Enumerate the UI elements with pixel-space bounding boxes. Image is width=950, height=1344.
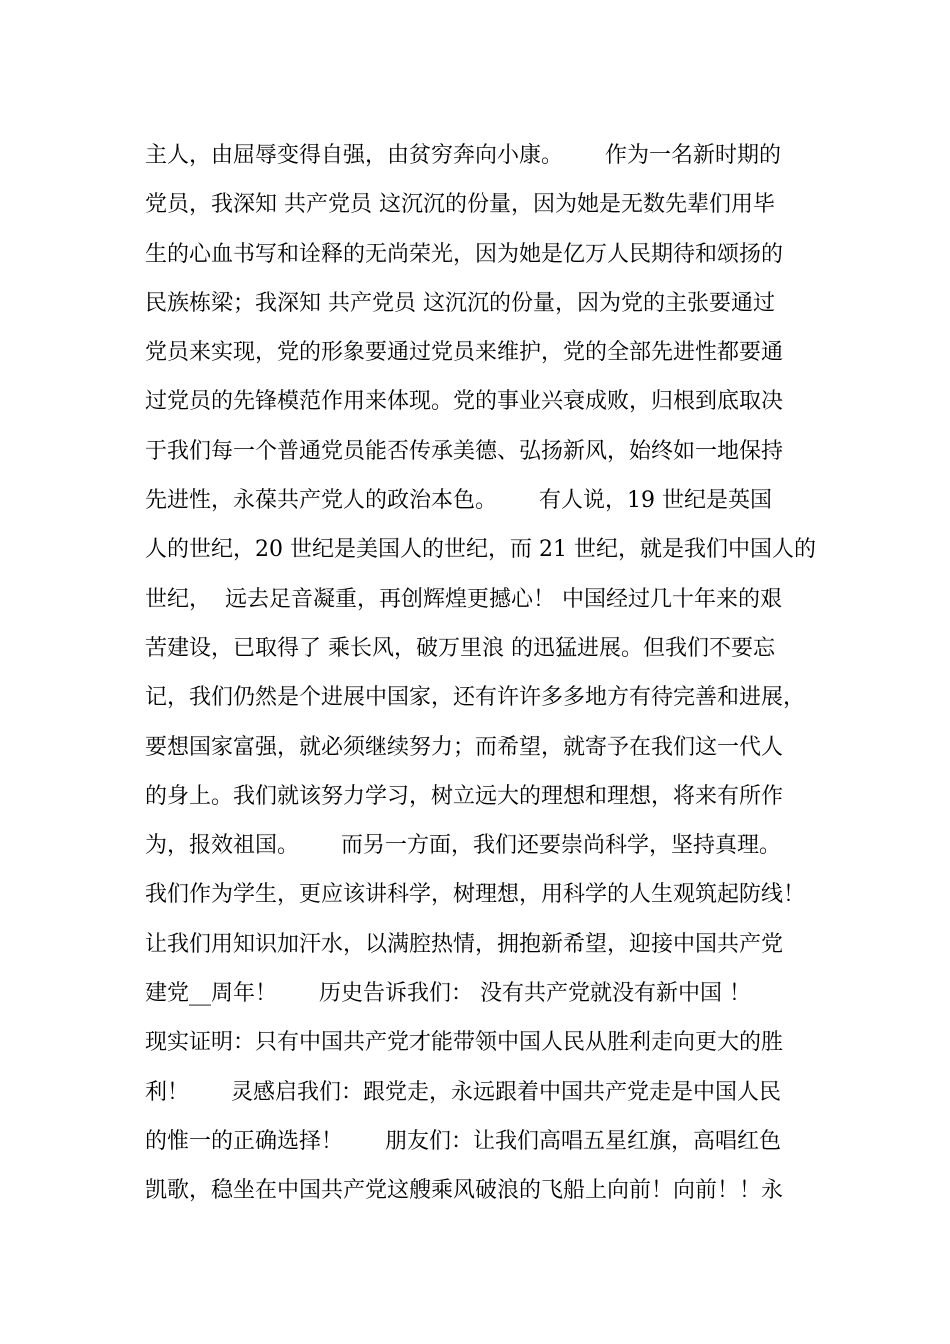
text-line: 民族栋梁；我深知 共产党员 这沉沉的份量，因为党的主张要通过 — [145, 290, 775, 316]
text-line: 让我们用知识加汗水，以满腔热情，拥抱新希望，迎接中国共产党 — [145, 931, 784, 957]
text-line: 过党员的先锋模范作用来体现。党的事业兴衰成败，归根到底取决 — [145, 389, 784, 415]
text-line: 的身上。我们就该努力学习，树立远大的理想和理想，将来有所作 — [145, 783, 784, 809]
text-line: 的惟一的正确选择！ 朋友们：让我们高唱五星红旗，高唱红色 — [145, 1128, 781, 1154]
text-line: 利！ 灵感启我们：跟党走，永远跟着中国共产党走是中国人民 — [145, 1079, 781, 1105]
text-line: 党员，我深知 共产党员 这沉沉的份量，因为她是无数先辈们用毕 — [145, 192, 775, 218]
text-line: 苦建设，已取得了 乘长风，破万里浪 的迅猛进展。但我们不要忘 — [145, 635, 775, 661]
text-line: 于我们每一个普通党员能否传承美德、弘扬新风，始终如一地保持 — [145, 438, 784, 464]
text-line: 主人，由屈辱变得自强，由贫穷奔向小康。 作为一名新时期的 — [145, 143, 781, 168]
text-line: 党员来实现，党的形象要通过党员来维护，党的全部先进性都要通 — [145, 340, 784, 366]
text-line: 生的心血书写和诠释的无尚荣光，因为她是亿万人民期待和颂扬的 — [145, 241, 784, 267]
text-line: 为，报效祖国。 而另一方面，我们还要崇尚科学，坚持真理。 — [145, 833, 781, 859]
body-text — [145, 131, 825, 1216]
text-line: 要想国家富强，就必须继续努力；而希望，就寄予在我们这一代人 — [145, 734, 784, 760]
text-line: 凯歌，稳坐在中国共产党这艘乘风破浪的飞船上向前！向前！！永 — [145, 1178, 784, 1204]
text-line: 我们作为学生，更应该讲科学，树理想，用科学的人生观筑起防线！ — [145, 882, 806, 908]
text-line: 世纪， 远去足音凝重，再创辉煌更撼心！ 中国经过几十年来的艰 — [145, 586, 782, 612]
text-line: 现实证明：只有中国共产党才能带领中国人民从胜利走向更大的胜 — [145, 1030, 784, 1056]
text-line: 建党__周年！ 历史告诉我们： 没有共产党就没有新中国 ！ — [145, 981, 751, 1007]
text-line: 先进性，永葆共产党人的政治本色。 有人说，19 世纪是英国 — [145, 488, 772, 514]
text-line: 记，我们仍然是个进展中国家，还有许许多多地方有待完善和进展， — [145, 685, 806, 711]
text-line: 人的世纪，20 世纪是美国人的世纪，而 21 世纪，就是我们中国人的 — [145, 537, 816, 563]
